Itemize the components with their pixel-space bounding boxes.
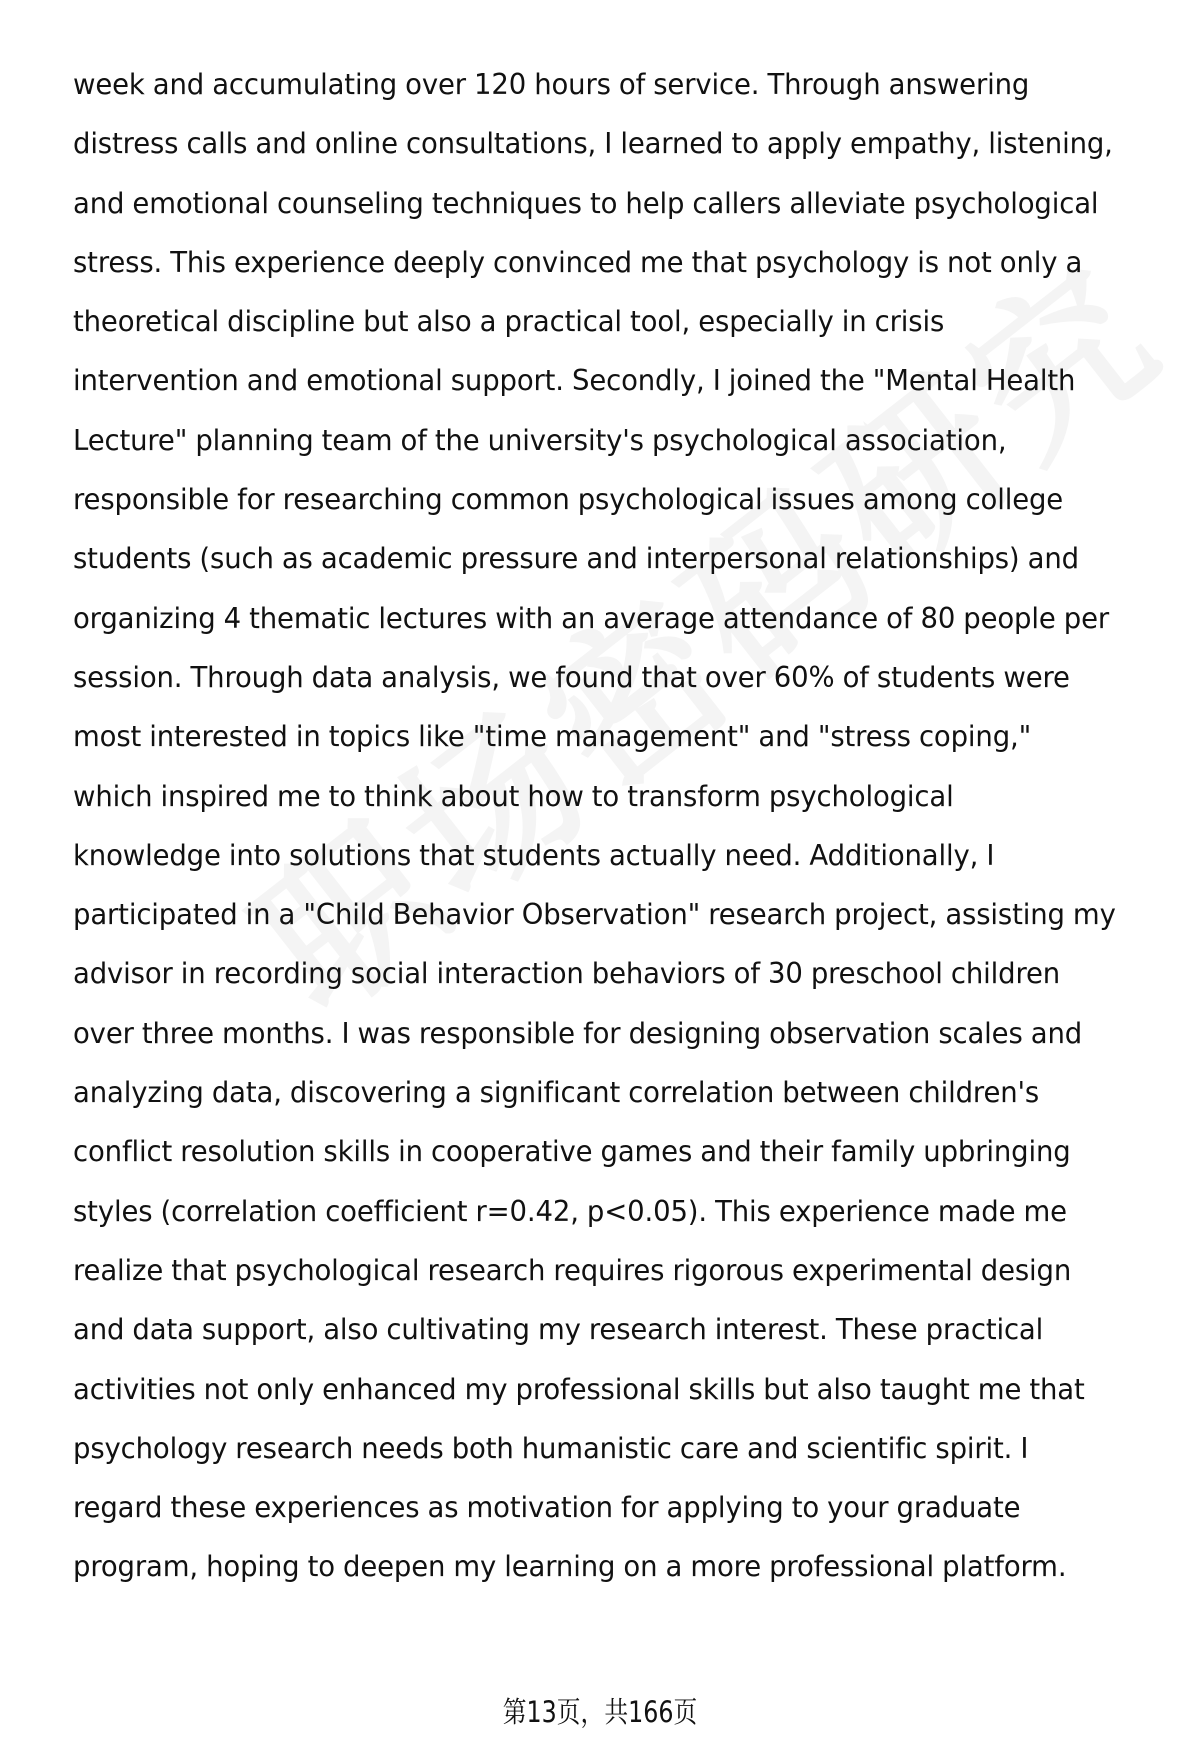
text-line: and emotional counseling techniques to help callers alleviate psychological (73, 186, 1099, 220)
text-line: intervention and emotional support. Secondly, I joined the "Mental Health (73, 364, 1076, 398)
text-line: regard these experiences as motivation for applying to your graduate (73, 1491, 1021, 1525)
text-line: realize that psychological research requires rigorous experimental design (73, 1253, 1072, 1287)
text-line: over three months. I was responsible for designing observation scales and (73, 1016, 1083, 1050)
body-paragraph (73, 55, 1115, 1597)
text-line: advisor in recording social interaction behaviors of 30 preschool children (73, 957, 1061, 991)
text-line: organizing 4 thematic lectures with an average attendance of 80 people per (73, 601, 1110, 635)
text-line: theoretical discipline but also a practical tool, especially in crisis (73, 305, 945, 339)
text-line: students (such as academic pressure and interpersonal relationships) and (73, 542, 1079, 576)
text-line: most interested in topics like "time management" and "stress coping," (73, 720, 1032, 754)
text-line: distress calls and online consultations, I learned to apply empathy, listening, (73, 127, 1113, 161)
text-line: week and accumulating over 120 hours of service. Through answering (73, 68, 1030, 101)
text-line: activities not only enhanced my professional skills but also taught me that (73, 1372, 1085, 1406)
text-line: responsible for researching common psychological issues among college (73, 483, 1064, 517)
text-line: psychology research needs both humanistic care and scientific spirit. I (73, 1431, 1029, 1465)
text-line: conflict resolution skills in cooperative games and their family upbringing (73, 1135, 1071, 1169)
text-line: knowledge into solutions that students actually need. Additionally, I (73, 838, 995, 872)
page-number-footer: 第13页，共166页 (502, 1695, 698, 1729)
text-line: Lecture" planning team of the university's psychological association, (73, 423, 1007, 457)
text-line: program, hoping to deepen my learning on a more professional platform. (73, 1550, 1067, 1584)
text-line: styles (correlation coefficient r=0.42, p<0.05). This experience made me (73, 1194, 1067, 1228)
text-line: stress. This experience deeply convinced me that psychology is not only a (73, 245, 1083, 279)
text-line: analyzing data, discovering a significant correlation between children's (73, 1076, 1040, 1110)
text-line: session. Through data analysis, we found that over 60% of students were (73, 660, 1070, 694)
text-line: which inspired me to think about how to transform psychological (73, 779, 954, 813)
text-line: participated in a "Child Behavior Observation" research project, assisting my (73, 898, 1116, 932)
text-line: and data support, also cultivating my research interest. These practical (73, 1313, 1044, 1347)
